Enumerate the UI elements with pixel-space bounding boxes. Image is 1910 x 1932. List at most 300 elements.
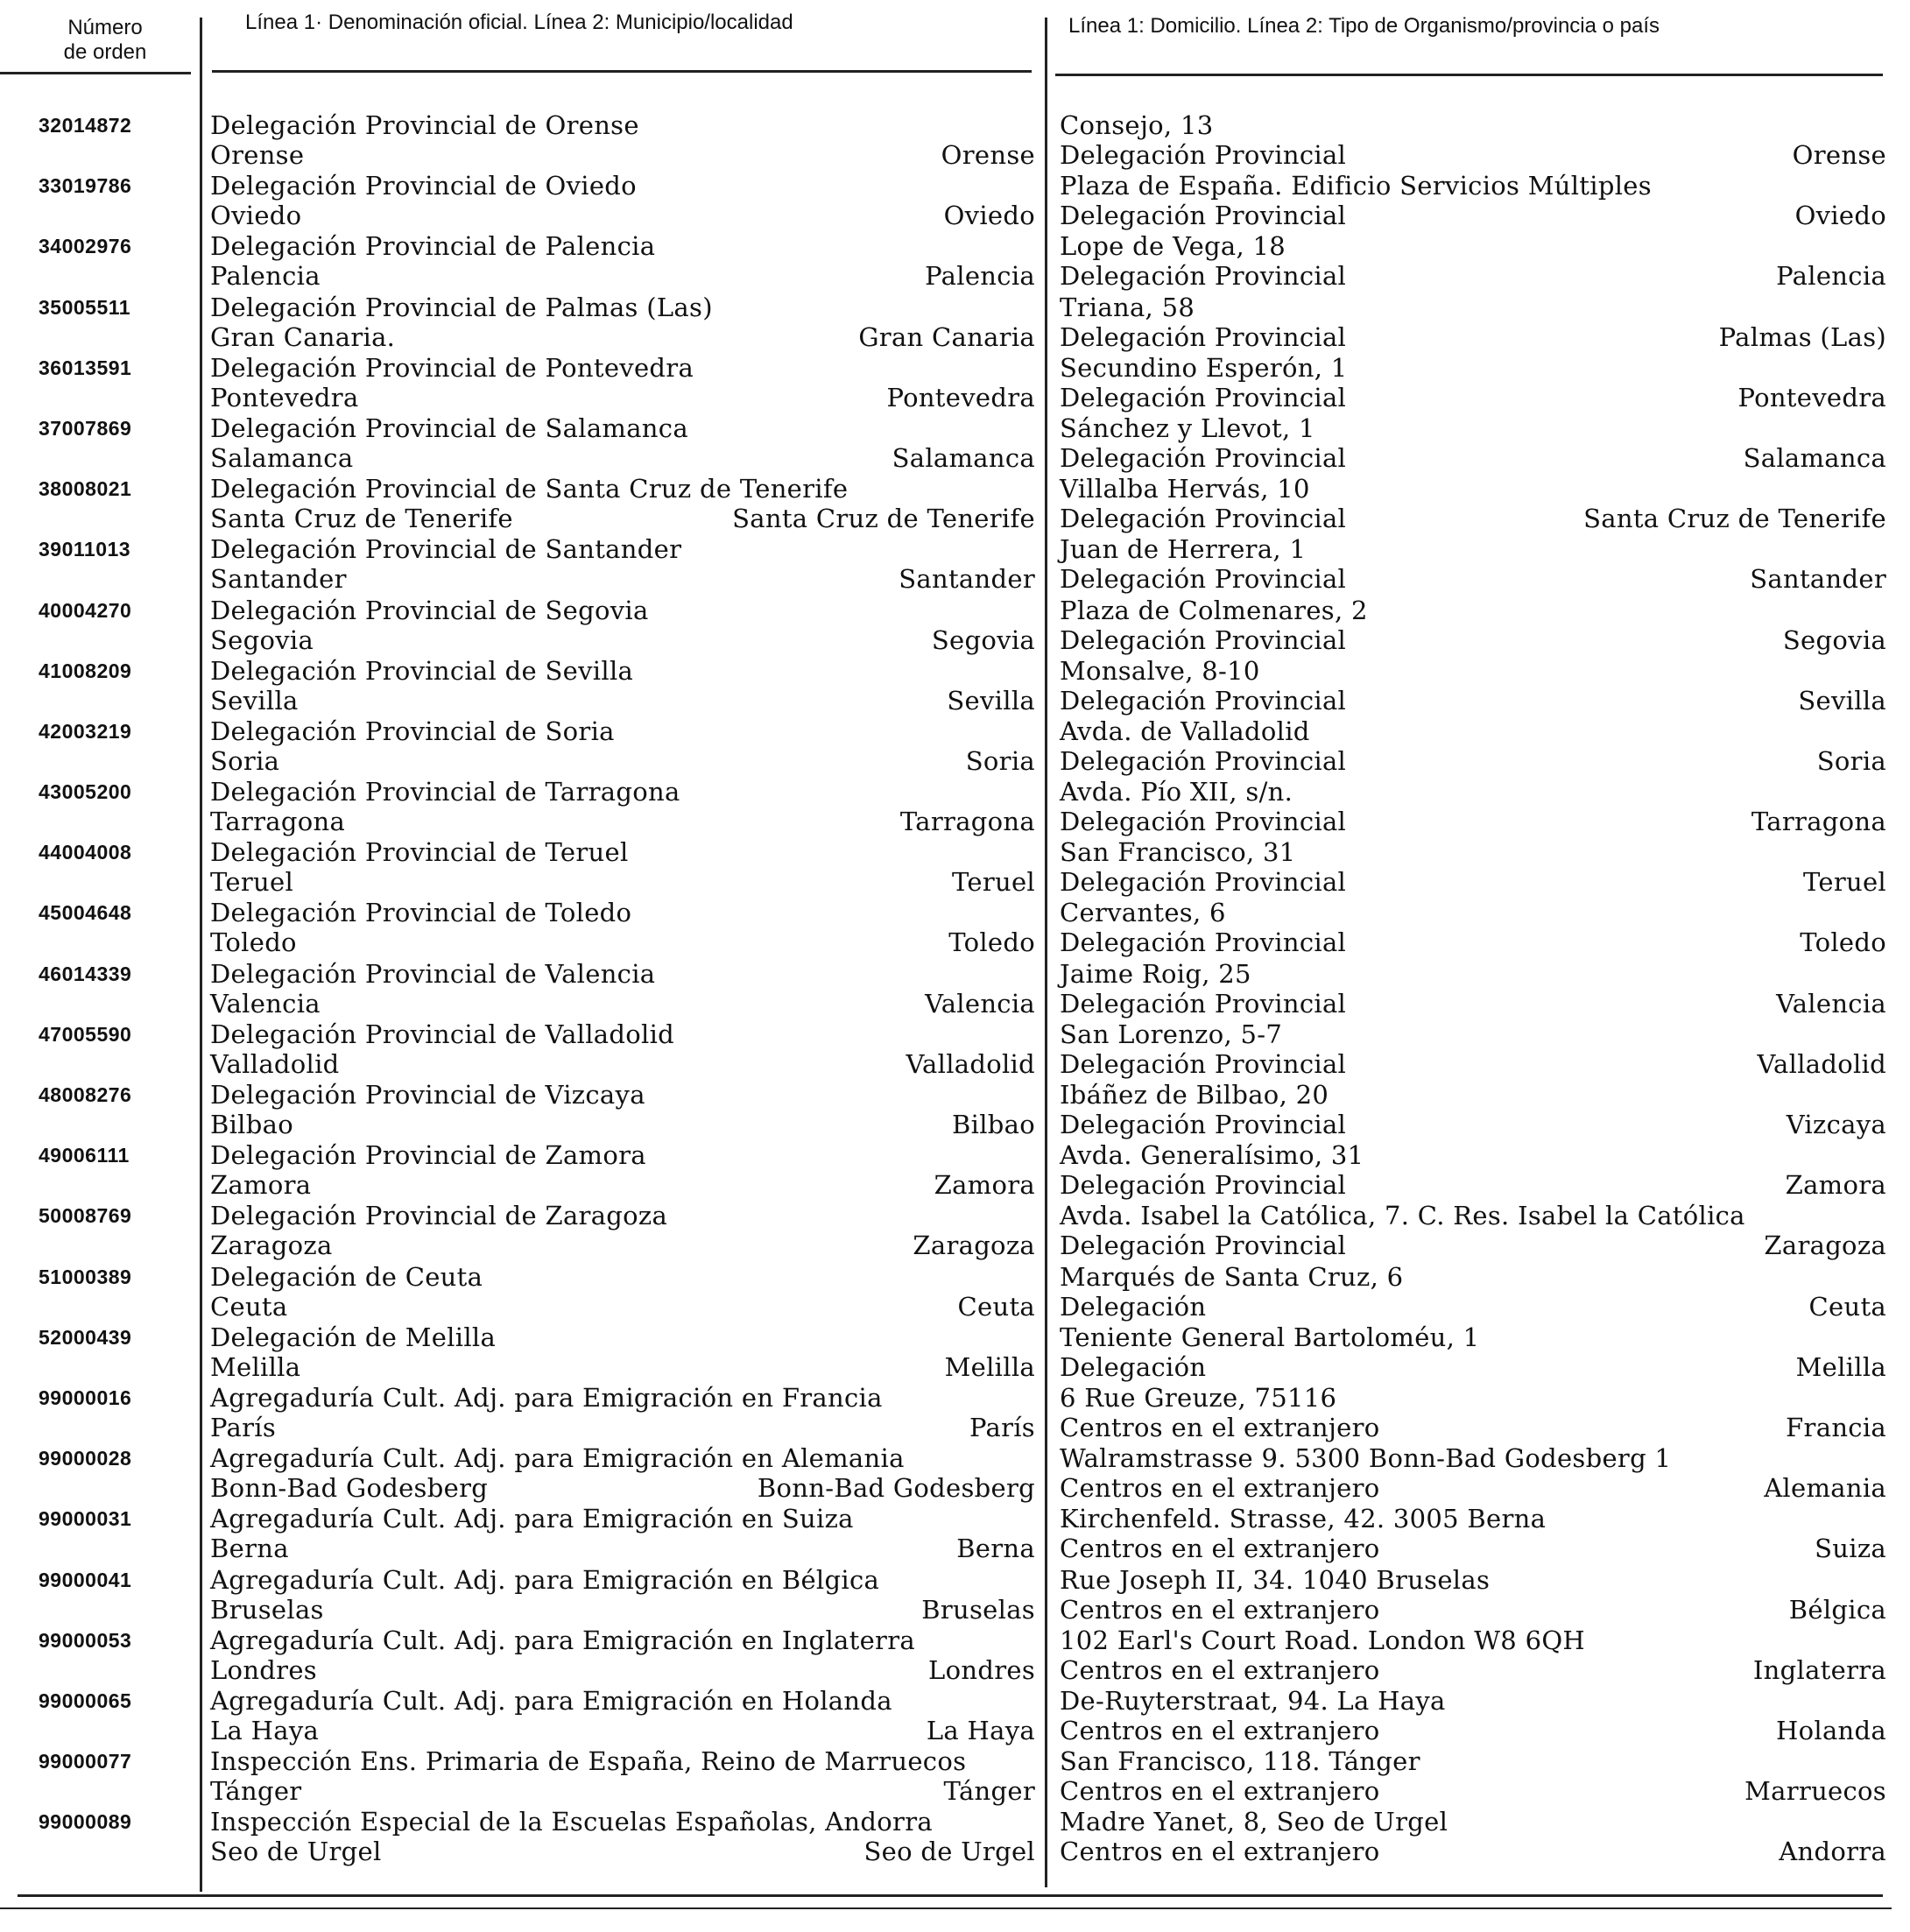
address: Avda. Isabel la Católica, 7. C. Res. Isabel la Católica [1060, 1201, 1745, 1231]
address-line [1060, 353, 1886, 383]
province-or-country: Vizcaya [1786, 1110, 1886, 1139]
org-type-line [1060, 625, 1886, 655]
official-name-line [210, 353, 1035, 383]
municipality-line [210, 1716, 1035, 1745]
address: Triana, 58 [1060, 292, 1195, 322]
order-number: 46014339 [39, 962, 132, 985]
official-name: Delegación Provincial de Pontevedra [210, 352, 694, 383]
table-row [0, 1565, 1910, 1625]
municipality: Sevilla [210, 685, 299, 716]
locality: Bruselas [921, 1594, 1035, 1625]
official-name: Inspección Ens. Primaria de España, Reino de Marruecos [210, 1746, 967, 1777]
locality: Santander [899, 564, 1035, 595]
org-type-line [1060, 443, 1886, 473]
org-type-line [1060, 504, 1886, 533]
municipality: Palencia [210, 261, 321, 292]
official-name-line [210, 716, 1035, 746]
address: Villalba Hervás, 10 [1060, 474, 1310, 504]
municipality: La Haya [210, 1715, 320, 1745]
organization-type: Delegación Provincial [1060, 927, 1347, 958]
locality: Teruel [951, 867, 1035, 898]
province-or-country: Alemania [1764, 1473, 1886, 1504]
locality: Orense [941, 140, 1035, 170]
order-number: 36013591 [39, 356, 132, 379]
locality: Santa Cruz de Tenerife [732, 504, 1035, 534]
order-number: 37007869 [39, 416, 132, 440]
address-line [1060, 1019, 1886, 1049]
official-name-line [210, 110, 1035, 140]
official-name-line [210, 534, 1035, 564]
official-name-line [210, 1080, 1035, 1110]
address-line [1060, 656, 1886, 686]
municipality: Salamanca [210, 442, 354, 473]
table-row [0, 959, 1910, 1019]
official-name-line [210, 1019, 1035, 1049]
table-row [0, 656, 1910, 716]
official-name-line [210, 1504, 1035, 1534]
org-type-line [1060, 1049, 1886, 1079]
municipality: Valladolid [210, 1048, 340, 1079]
municipality: Valencia [210, 988, 321, 1019]
official-name: Delegación Provincial de Oviedo [210, 171, 637, 201]
organization-type: Delegación Provincial [1060, 201, 1347, 231]
address: Juan de Herrera, 1 [1060, 534, 1307, 565]
official-name-line [210, 413, 1035, 443]
order-number: 99000077 [39, 1750, 132, 1773]
official-name-line [210, 1262, 1035, 1292]
address: Lope de Vega, 18 [1060, 231, 1286, 262]
organization-type: Delegación Provincial [1060, 1110, 1347, 1139]
table-row [0, 837, 1910, 898]
locality: Tarragona [899, 807, 1035, 837]
table-row [0, 1686, 1910, 1746]
official-name-line [210, 1686, 1035, 1716]
official-name: Agregaduría Cult. Adj. para Emigración en Francia [210, 1382, 883, 1413]
order-number: 38008021 [39, 477, 132, 501]
organization-type: Delegación Provincial [1060, 261, 1347, 292]
official-name-line [210, 1201, 1035, 1230]
table-row [0, 1383, 1910, 1443]
table-row [0, 1140, 1910, 1201]
address: 102 Earl's Court Road. London W8 6QH [1060, 1625, 1585, 1655]
municipality-line [210, 1110, 1035, 1139]
official-name-line [210, 898, 1035, 927]
official-name-line [210, 1443, 1035, 1473]
table-row [0, 898, 1910, 958]
organization-type: Centros en el extranjero [1060, 1412, 1380, 1442]
address-line [1060, 1746, 1886, 1776]
municipality-line [210, 1473, 1035, 1503]
province-or-country: Bélgica [1788, 1594, 1886, 1625]
address-line [1060, 1383, 1886, 1413]
locality: Melilla [944, 1351, 1035, 1382]
organization-type: Delegación Provincial [1060, 1048, 1347, 1079]
municipality-line [210, 1595, 1035, 1625]
municipality-line [210, 807, 1035, 836]
org-type-line [1060, 1534, 1886, 1563]
order-number: 99000028 [39, 1447, 132, 1470]
municipality: Santa Cruz de Tenerife [210, 504, 513, 534]
org-type-line [1060, 564, 1886, 594]
table-row [0, 1443, 1910, 1504]
province-or-country: Salamanca [1743, 442, 1886, 473]
locality: Berna [956, 1534, 1035, 1564]
municipality-line [210, 140, 1035, 170]
org-type-line [1060, 1352, 1886, 1382]
org-type-line [1060, 927, 1886, 957]
org-type-line [1060, 201, 1886, 230]
address: Avda. Generalísimo, 31 [1060, 1140, 1364, 1171]
table-row [0, 1625, 1910, 1686]
order-number: 44004008 [39, 841, 132, 864]
official-name-line [210, 1322, 1035, 1352]
municipality: Zamora [210, 1170, 312, 1201]
order-number: 33019786 [39, 174, 132, 198]
municipality-line [210, 1292, 1035, 1322]
org-type-line [1060, 867, 1886, 897]
organization-type: Delegación Provincial [1060, 564, 1347, 595]
municipality: París [210, 1412, 277, 1442]
locality: Zamora [934, 1170, 1035, 1201]
official-name-line [210, 596, 1035, 625]
province-or-country: Palmas (Las) [1718, 321, 1886, 352]
official-name-line [210, 1807, 1035, 1837]
org-type-line [1060, 989, 1886, 1019]
table-row [0, 716, 1910, 777]
organization-type: Centros en el extranjero [1060, 1534, 1380, 1564]
official-name-line [210, 231, 1035, 261]
organization-type: Delegación Provincial [1060, 442, 1347, 473]
official-name: Delegación Provincial de Teruel [210, 837, 629, 868]
header-rule-right [1055, 74, 1883, 76]
address-line [1060, 1322, 1886, 1352]
order-number: 41008209 [39, 659, 132, 682]
official-name-line [210, 293, 1035, 322]
locality: Palencia [925, 261, 1035, 292]
address: Ibáñez de Bilbao, 20 [1060, 1080, 1329, 1110]
municipality-line [210, 1776, 1035, 1806]
locality: Salamanca [892, 442, 1035, 473]
address-line [1060, 1625, 1886, 1655]
municipality-line [210, 383, 1035, 412]
organization-type: Delegación Provincial [1060, 504, 1347, 534]
order-number: 43005200 [39, 780, 132, 804]
address: San Lorenzo, 5-7 [1060, 1019, 1283, 1049]
province-or-country: Suiza [1815, 1534, 1886, 1564]
table-row [0, 1201, 1910, 1261]
municipality-line [210, 746, 1035, 776]
municipality: Ceuta [210, 1291, 288, 1322]
municipality: Segovia [210, 624, 314, 655]
order-number: 40004270 [39, 598, 132, 622]
organization-type: Delegación Provincial [1060, 807, 1347, 837]
address: Avda. Pío XII, s/n. [1060, 777, 1293, 807]
address-line [1060, 171, 1886, 201]
address: San Francisco, 31 [1060, 837, 1296, 868]
province-or-country: Oviedo [1794, 201, 1886, 231]
address: San Francisco, 118. Tánger [1060, 1746, 1420, 1777]
org-type-line [1060, 1170, 1886, 1200]
footer-rule-top [18, 1894, 1883, 1897]
municipality-line [210, 443, 1035, 473]
official-name-line [210, 171, 1035, 201]
table-row [0, 474, 1910, 534]
order-number: 99000016 [39, 1386, 132, 1409]
municipality-line [210, 1049, 1035, 1079]
official-name: Agregaduría Cult. Adj. para Emigración en Holanda [210, 1685, 892, 1716]
municipality-line [210, 625, 1035, 655]
header-order-number-line2: de orden [63, 40, 147, 64]
province-or-country: Toledo [1800, 927, 1886, 958]
address-line [1060, 716, 1886, 746]
org-type-line [1060, 140, 1886, 170]
province-or-country: Ceuta [1808, 1291, 1886, 1322]
table-row [0, 777, 1910, 837]
locality: Oviedo [943, 201, 1035, 231]
locality: Soria [965, 745, 1035, 776]
address-line [1060, 474, 1886, 504]
order-number: 99000041 [39, 1568, 132, 1591]
order-number: 99000031 [39, 1507, 132, 1531]
municipality: Toledo [210, 927, 297, 958]
municipality: Tánger [210, 1776, 302, 1807]
official-name-line [210, 959, 1035, 989]
municipality-line [210, 989, 1035, 1019]
official-name: Agregaduría Cult. Adj. para Emigración en Suiza [210, 1504, 854, 1534]
official-name: Delegación de Melilla [210, 1322, 497, 1352]
locality: Bilbao [952, 1110, 1035, 1139]
table-row [0, 353, 1910, 413]
province-or-country: Soria [1816, 745, 1886, 776]
address: Sánchez y Llevot, 1 [1060, 412, 1315, 443]
official-name: Delegación Provincial de Santander [210, 534, 682, 565]
official-name: Inspección Especial de la Escuelas Españolas, Andorra [210, 1807, 933, 1837]
address-line [1060, 1080, 1886, 1110]
table-row [0, 293, 1910, 353]
province-or-country: Inglaterra [1752, 1654, 1886, 1685]
order-number: 99000089 [39, 1810, 132, 1834]
municipality-line [210, 1837, 1035, 1866]
org-type-line [1060, 322, 1886, 352]
province-or-country: Andorra [1779, 1837, 1886, 1867]
municipality: Soria [210, 745, 280, 776]
address: Teniente General Bartoloméu, 1 [1060, 1322, 1480, 1352]
organization-type: Centros en el extranjero [1060, 1837, 1380, 1867]
official-name: Delegación Provincial de Valladolid [210, 1019, 675, 1049]
org-type-line [1060, 807, 1886, 836]
municipality-line [210, 1413, 1035, 1442]
official-name-line [210, 474, 1035, 504]
locality: Valladolid [906, 1048, 1035, 1079]
address-line [1060, 1443, 1886, 1473]
municipality-line [210, 201, 1035, 230]
address: Plaza de Colmenares, 2 [1060, 595, 1368, 625]
address-line [1060, 837, 1886, 867]
organization-type: Centros en el extranjero [1060, 1715, 1380, 1745]
address-line [1060, 293, 1886, 322]
header-order-number [35, 16, 175, 65]
address-line [1060, 1262, 1886, 1292]
province-or-country: Sevilla [1798, 685, 1886, 716]
organization-type: Delegación Provincial [1060, 988, 1347, 1019]
order-number: 42003219 [39, 719, 132, 743]
address-line [1060, 596, 1886, 625]
table-row [0, 596, 1910, 656]
official-name-line [210, 656, 1035, 686]
order-number: 32014872 [39, 114, 132, 137]
address: Rue Joseph II, 34. 1040 Bruselas [1060, 1564, 1491, 1595]
org-type-line [1060, 1837, 1886, 1866]
province-or-country: Palencia [1776, 261, 1886, 292]
table-row [0, 1080, 1910, 1140]
table-row [0, 413, 1910, 474]
province-or-country: Segovia [1782, 624, 1886, 655]
organization-type: Delegación [1060, 1351, 1207, 1382]
locality: Seo de Urgel [863, 1837, 1035, 1867]
address-line [1060, 413, 1886, 443]
official-name-line [210, 837, 1035, 867]
province-or-country: Holanda [1776, 1715, 1886, 1745]
official-name-line [210, 1140, 1035, 1170]
address-line [1060, 110, 1886, 140]
locality: Tánger [943, 1776, 1035, 1807]
address: Marqués de Santa Cruz, 6 [1060, 1261, 1404, 1292]
locality: Bonn-Bad Godesberg [757, 1473, 1035, 1504]
order-number: 35005511 [39, 295, 131, 319]
table-row [0, 110, 1910, 171]
official-name-line [210, 1383, 1035, 1413]
address-line [1060, 1565, 1886, 1595]
table-row [0, 1807, 1910, 1867]
address-line [1060, 777, 1886, 807]
organization-type: Delegación Provincial [1060, 624, 1347, 655]
organization-type: Delegación Provincial [1060, 140, 1347, 170]
locality: Ceuta [957, 1291, 1035, 1322]
locality: Londres [928, 1654, 1035, 1685]
official-name-line [210, 1625, 1035, 1655]
municipality: Londres [210, 1654, 317, 1685]
org-type-line [1060, 1595, 1886, 1625]
table-row [0, 231, 1910, 292]
municipality: Tarragona [210, 807, 346, 837]
province-or-country: Marruecos [1744, 1776, 1886, 1807]
address: Walramstrasse 9. 5300 Bonn-Bad Godesberg 1 [1060, 1443, 1672, 1474]
org-type-line [1060, 1110, 1886, 1139]
address-line [1060, 1686, 1886, 1716]
footer-rule-bottom [0, 1907, 1892, 1909]
official-name: Delegación Provincial de Soria [210, 716, 615, 746]
order-number: 52000439 [39, 1325, 132, 1349]
order-number: 49006111 [39, 1144, 130, 1167]
municipality: Santander [210, 564, 347, 595]
municipality-line [210, 564, 1035, 594]
org-type-line [1060, 1413, 1886, 1442]
locality: Sevilla [947, 685, 1035, 716]
address-line [1060, 959, 1886, 989]
official-name: Delegación Provincial de Vizcaya [210, 1080, 645, 1110]
table-row [0, 171, 1910, 231]
official-name: Delegación de Ceuta [210, 1261, 483, 1292]
locality: Segovia [931, 624, 1035, 655]
address: Kirchenfeld. Strasse, 42. 3005 Berna [1060, 1504, 1547, 1534]
official-name: Delegación Provincial de Palmas (Las) [210, 292, 713, 322]
official-name-line [210, 1565, 1035, 1595]
province-or-country: Zaragoza [1764, 1230, 1886, 1261]
organization-type: Delegación Provincial [1060, 867, 1347, 898]
org-type-line [1060, 261, 1886, 291]
official-name: Delegación Provincial de Salamanca [210, 412, 688, 443]
official-name: Delegación Provincial de Zaragoza [210, 1201, 668, 1231]
province-or-country: Santander [1750, 564, 1886, 595]
municipality-line [210, 927, 1035, 957]
province-or-country: Zamora [1785, 1170, 1886, 1201]
organization-type: Centros en el extranjero [1060, 1654, 1380, 1685]
province-or-country: Francia [1786, 1412, 1886, 1442]
municipality: Bruselas [210, 1594, 324, 1625]
locality: La Haya [926, 1715, 1035, 1745]
official-name: Agregaduría Cult. Adj. para Emigración en Alemania [210, 1443, 905, 1474]
table-row [0, 534, 1910, 595]
municipality-line [210, 261, 1035, 291]
municipality: Melilla [210, 1351, 301, 1382]
order-number: 99000065 [39, 1689, 132, 1712]
address: 6 Rue Greuze, 75116 [1060, 1382, 1337, 1413]
address: Cervantes, 6 [1060, 898, 1226, 928]
municipality: Orense [210, 140, 305, 170]
municipality-line [210, 1170, 1035, 1200]
municipality-line [210, 322, 1035, 352]
org-type-line [1060, 1473, 1886, 1503]
official-name: Delegación Provincial de Orense [210, 110, 639, 140]
municipality-line [210, 1655, 1035, 1685]
order-number: 45004648 [39, 901, 132, 925]
organization-type: Delegación Provincial [1060, 685, 1347, 716]
entries-table [0, 110, 1910, 1867]
table-row [0, 1504, 1910, 1564]
province-or-country: Valencia [1776, 988, 1886, 1019]
org-type-line [1060, 383, 1886, 412]
province-or-country: Santa Cruz de Tenerife [1583, 504, 1886, 534]
org-type-line [1060, 1716, 1886, 1745]
address-line [1060, 534, 1886, 564]
org-type-line [1060, 1292, 1886, 1322]
address-line [1060, 1807, 1886, 1837]
official-name: Delegación Provincial de Toledo [210, 898, 632, 928]
address-line [1060, 231, 1886, 261]
address-line [1060, 1140, 1886, 1170]
table-row [0, 1019, 1910, 1080]
address: Madre Yanet, 8, Seo de Urgel [1060, 1807, 1448, 1837]
municipality-line [210, 867, 1035, 897]
official-name: Delegación Provincial de Tarragona [210, 777, 680, 807]
address: Avda. de Valladolid [1060, 716, 1310, 746]
organization-type: Centros en el extranjero [1060, 1473, 1380, 1504]
province-or-country: Valladolid [1757, 1048, 1886, 1079]
address: Jaime Roig, 25 [1060, 958, 1251, 989]
locality: Valencia [925, 988, 1035, 1019]
order-number: 99000053 [39, 1628, 132, 1652]
official-name: Delegación Provincial de Zamora [210, 1140, 646, 1171]
municipality-line [210, 504, 1035, 533]
official-name: Delegación Provincial de Santa Cruz de Tenerife [210, 474, 849, 504]
official-name-line [210, 777, 1035, 807]
organization-type: Delegación Provincial [1060, 382, 1347, 412]
official-name: Delegación Provincial de Sevilla [210, 655, 634, 686]
municipality: Gran Canaria. [210, 321, 396, 352]
municipality-line [210, 1352, 1035, 1382]
official-name: Delegación Provincial de Palencia [210, 231, 656, 262]
municipality: Bilbao [210, 1110, 293, 1139]
